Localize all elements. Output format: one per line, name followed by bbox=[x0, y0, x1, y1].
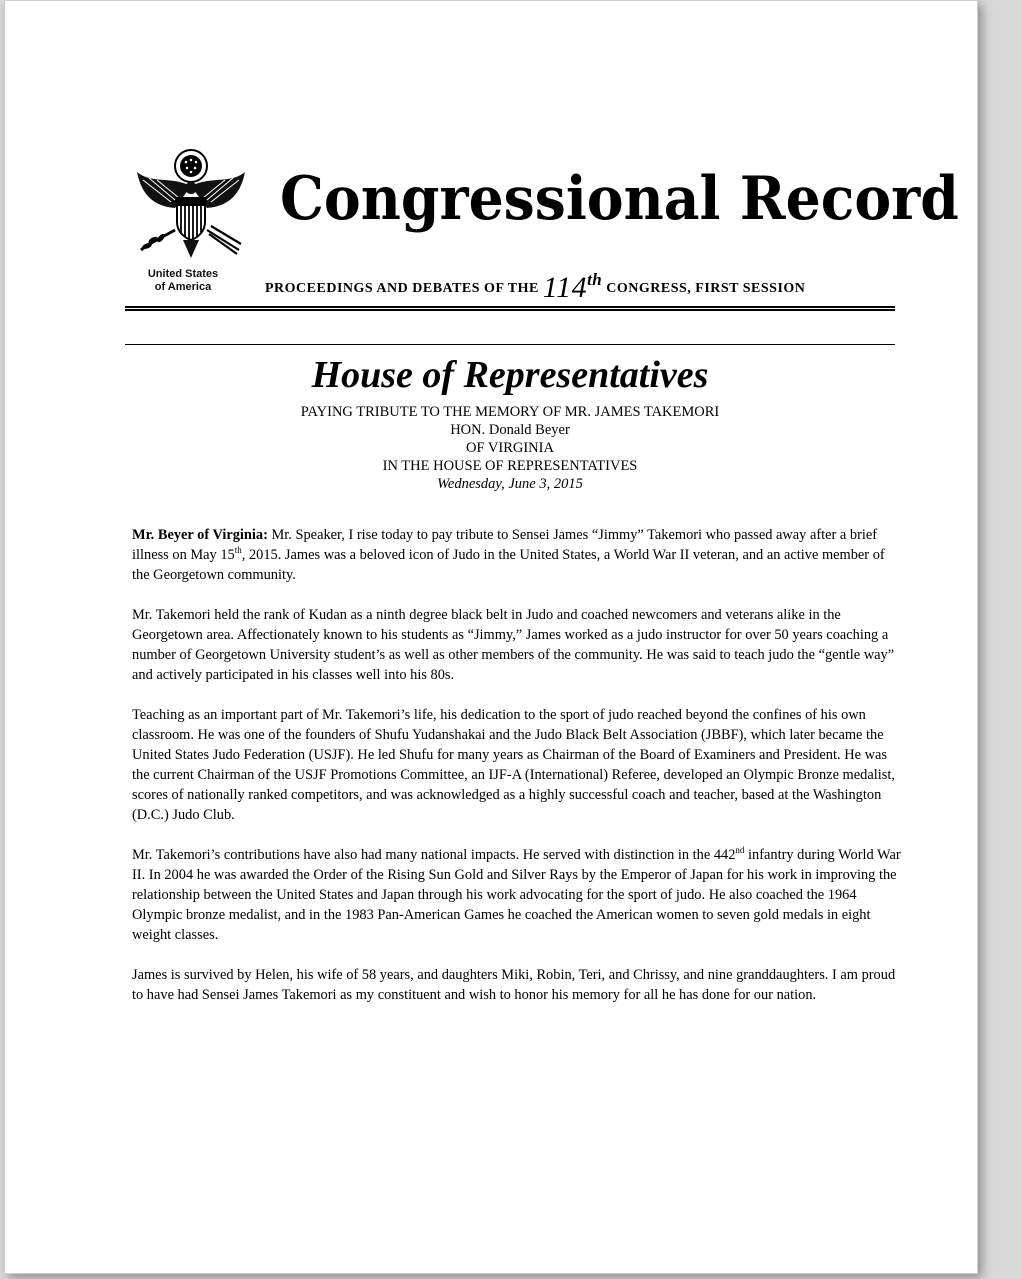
ordinal-suffix: nd bbox=[735, 845, 745, 855]
chamber-location: IN THE HOUSE OF REPRESENTATIVES bbox=[382, 458, 638, 474]
speaker-label: Mr. Beyer of Virginia: bbox=[132, 527, 268, 543]
masthead-double-rule bbox=[125, 306, 895, 311]
record-date: Wednesday, June 3, 2015 bbox=[437, 476, 583, 492]
publication-title: Congressional Record bbox=[280, 164, 959, 234]
congress-number-value: 114 bbox=[542, 271, 588, 304]
tribute-header bbox=[125, 403, 895, 493]
masthead bbox=[125, 146, 959, 316]
subtitle-suffix: CONGRESS, FIRST SESSION bbox=[602, 281, 806, 296]
paragraph bbox=[132, 845, 902, 945]
seal-caption-line: United States bbox=[147, 268, 219, 280]
ordinal-suffix: th bbox=[234, 545, 242, 555]
subtitle-prefix: PROCEEDINGS AND DEBATES OF THE bbox=[265, 281, 543, 296]
paragraph-text: , 2015. James was a beloved icon of Judo in the United States, a World War II veteran, and an active member of the Georgetown community. bbox=[132, 547, 885, 583]
chamber-heading: House of Representatives bbox=[311, 354, 709, 396]
tribute-title: PAYING TRIBUTE TO THE MEMORY OF MR. JAMES TAKEMORI bbox=[300, 404, 720, 420]
congress-number-suffix: th bbox=[587, 270, 603, 289]
great-seal-eagle-icon bbox=[131, 146, 251, 264]
seal-caption-line: of America bbox=[154, 281, 212, 293]
seal-caption bbox=[133, 268, 233, 294]
paragraph: James is survived by Helen, his wife of 58 years, and daughters Miki, Robin, Teri, and Chrissy, and nine granddaughters. I am proud to have had Sensei James Takemori as my constituent and wish to honor his memory for all he has done for our nation. bbox=[132, 967, 896, 1003]
paragraph: Mr. Takemori held the rank of Kudan as a ninth degree black belt in Judo and coached newcomers and veterans alike in the Georgetown area. Affectionately known to his students as “Jimmy,” James worked as a judo instructor for over 50 years coaching a number of Georgetown University student’s as well as other members of the community. He was said to teach judo the “gentle way” and actively participated in his classes well into his 80s. bbox=[132, 607, 895, 683]
document-page bbox=[4, 0, 978, 1274]
paragraph-text: infantry during World War II. In 2004 he was awarded the Order of the Rising Sun Gold and Silver Rays by the Emperor of Japan for his work in improving the relationship between the United States and Japan through his work advocating for the sport of judo. He also coached the 1964 Olympic bronze medalist, and in the 1983 Pan-American Games he coached the American women to seven gold medals in eight weight classes. bbox=[132, 847, 901, 943]
paragraph-text: Mr. Takemori’s contributions have also had many national impacts. He served with distinction in the 442 bbox=[132, 847, 736, 863]
publication-subtitle bbox=[265, 270, 805, 305]
paragraph-text: Mr. Speaker, I rise today to pay tribute to Sensei James “Jimmy” Takemori who passed away after a brief illness on May 15 bbox=[132, 527, 878, 563]
member-name: HON. Donald Beyer bbox=[450, 422, 570, 438]
masthead-single-rule bbox=[125, 344, 895, 345]
member-state: OF VIRGINIA bbox=[466, 440, 554, 456]
statement-body bbox=[132, 525, 902, 1025]
paragraph bbox=[132, 525, 902, 585]
paragraph: Teaching as an important part of Mr. Takemori’s life, his dedication to the sport of judo reached beyond the confines of his own classroom. He was one of the founders of Shufu Yudanshakai and the Judo Black Belt Association (JBBF), which later became the United States Judo Federation (USJF). He led Shufu for many years as Chairman of the Board of Examiners and President. He was the current Chairman of the USJF Promotions Committee, an IJF-A (International) Referee, developed an Olympic Bronze medalist, scores of nationally ranked competitors, and was acknowledged as a highly successful coach and teacher, based at the Washington (D.C.) Judo Club. bbox=[132, 707, 895, 823]
congress-number bbox=[543, 271, 602, 304]
